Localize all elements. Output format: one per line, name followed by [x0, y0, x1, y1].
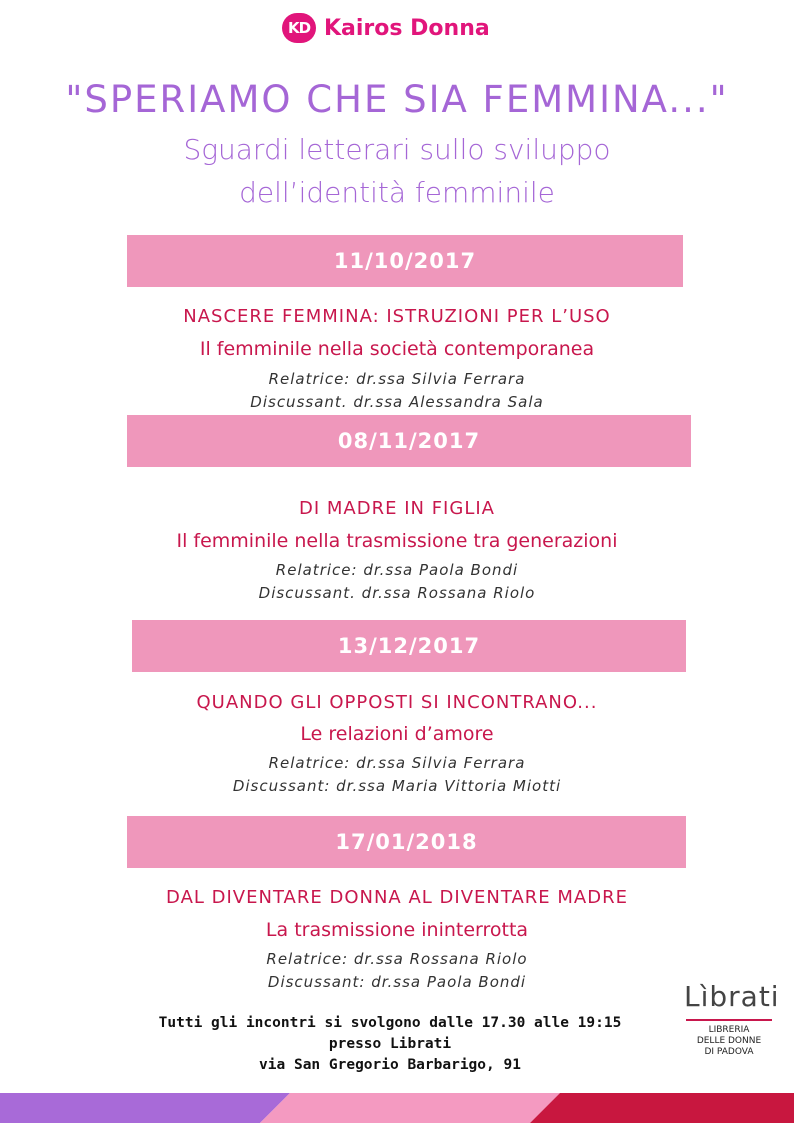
- event-relatrice: Relatrice: dr.ssa Silvia Ferrara: [268, 754, 526, 772]
- event-subtopic: Le relazioni d’amore: [300, 723, 494, 745]
- event-date-bar: 08/11/2017: [127, 415, 691, 467]
- event-subtopic: Il femminile nella trasmissione tra generazioni: [176, 530, 618, 552]
- event-discussant: Discussant. dr.ssa Rossana Riolo: [258, 584, 536, 602]
- event-topic: NASCERE FEMMINA: ISTRUZIONI PER L’USO: [183, 306, 611, 327]
- event-subtopic: La trasmissione ininterrotta: [265, 919, 529, 941]
- subtitle-line-2: dell’identità femminile: [239, 176, 555, 209]
- event-relatrice: Relatrice: dr.ssa Rossana Riolo: [266, 950, 528, 968]
- event-date-bar: 17/01/2018: [127, 816, 686, 868]
- librati-name: Lìbrati: [684, 980, 780, 1013]
- event-discussant: Discussant: dr.ssa Maria Vittoria Miotti: [232, 777, 562, 795]
- footer-color-band: [0, 1093, 794, 1123]
- kd-logo-icon: KD: [282, 13, 316, 43]
- event-date-bar: 11/10/2017: [127, 235, 683, 287]
- info-schedule: Tutti gli incontri si svolgono dalle 17.30 alle 19:15: [158, 1015, 622, 1031]
- event-date-bar: 13/12/2017: [132, 620, 686, 672]
- event-discussant: Discussant. dr.ssa Alessandra Sala: [250, 393, 544, 411]
- event-discussant: Discussant: dr.ssa Paola Bondi: [267, 973, 527, 991]
- logo-name: Kairos Donna: [324, 15, 490, 41]
- event-relatrice: Relatrice: dr.ssa Paola Bondi: [275, 561, 519, 579]
- subtitle-line-1: Sguardi letterari sullo sviluppo: [183, 133, 611, 166]
- info-location: presso Librati: [328, 1036, 452, 1052]
- kairos-donna-logo: [282, 10, 490, 46]
- event-topic: DI MADRE IN FIGLIA: [299, 498, 495, 519]
- librati-sub-3: DI PADOVA: [704, 1047, 754, 1057]
- librati-logo: [684, 980, 780, 1058]
- info-address: via San Gregorio Barbarigo, 91: [259, 1057, 521, 1073]
- event-relatrice: Relatrice: dr.ssa Silvia Ferrara: [268, 370, 526, 388]
- page-title: "SPERIAMO CHE SIA FEMMINA...": [65, 78, 729, 121]
- event-subtopic: Il femminile nella società contemporanea: [199, 338, 595, 360]
- librati-book-line-icon: [686, 1019, 772, 1021]
- librati-sub-1: LIBRERIA: [708, 1025, 750, 1035]
- librati-sub-2: DELLE DONNE: [696, 1036, 762, 1046]
- event-topic: QUANDO GLI OPPOSTI SI INCONTRANO...: [196, 692, 598, 713]
- event-topic: DAL DIVENTARE DONNA AL DIVENTARE MADRE: [166, 887, 628, 908]
